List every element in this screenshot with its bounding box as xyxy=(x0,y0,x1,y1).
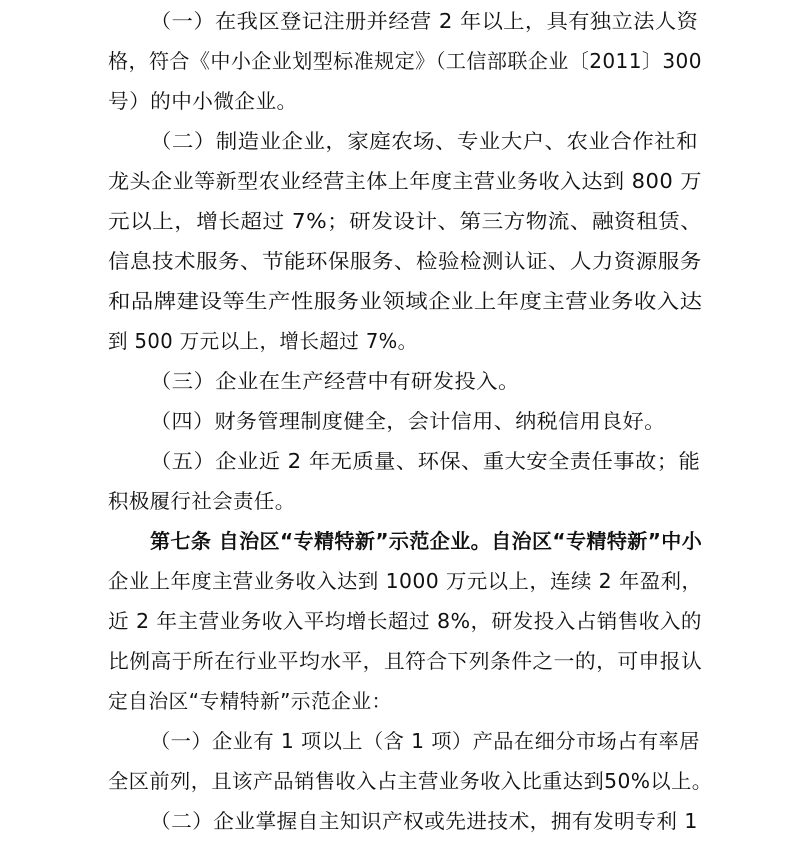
text-line-11: （四）财务管理制度健全，会计信用、纳税信用良好。 xyxy=(150,409,666,433)
text-line-9: 到 500 万元以上，增长超过 7%。 xyxy=(108,329,418,353)
text-line-20: 全区前列，且该产品销售收入占主营业务收入比重达到50%以上。 xyxy=(108,769,713,793)
text-line-15: 企业上年度主营业务收入达到 1000 万元以上，连续 2 年盈利， xyxy=(108,569,703,593)
text-line-2: 格，符合《中小企业划型标准规定》（工信部联企业〔2011〕300 xyxy=(108,49,702,73)
text-line-6: 元以上，增长超过 7%；研发设计、第三方物流、融资租赁、 xyxy=(108,209,703,233)
text-line-12: （五）企业近 2 年无质量、环保、重大安全责任事故；能 xyxy=(150,449,701,473)
text-line-8: 和品牌建设等生产性服务业领域企业上年度主营业务收入达 xyxy=(108,289,703,313)
text-line-16: 近 2 年主营业务收入平均增长超过 8%，研发投入占销售收入的 xyxy=(108,609,702,633)
text-line-7: 信息技术服务、节能环保服务、检验检测认证、人力资源服务 xyxy=(108,249,702,273)
text-line-17: 比例高于所在行业平均水平，且符合下列条件之一的，可申报认 xyxy=(108,649,703,673)
text-line-13: 积极履行社会责任。 xyxy=(108,489,296,513)
text-line-1: （一）在我区登记注册并经营 2 年以上，具有独立法人资 xyxy=(150,9,699,33)
text-line-18: 定自治区“专精特新”示范企业： xyxy=(108,689,392,713)
text-line-3: 号）的中小微企业。 xyxy=(108,89,298,113)
text-line-4: （二）制造业企业，家庭农场、专业大户、农业合作社和 xyxy=(150,129,698,153)
text-line-10: （三）企业在生产经营中有研发投入。 xyxy=(150,369,520,393)
text-line-21: （二）企业掌握自主知识产权或先进技术，拥有发明专利 1 xyxy=(150,809,698,833)
text-line-19: （一）企业有 1 项以上（含 1 项）产品在细分市场占有率居 xyxy=(150,729,700,753)
article-7-heading-line: 第七条 自治区“专精特新”示范企业。自治区“专精特新”中小 xyxy=(150,529,703,553)
text-line-5: 龙头企业等新型农业经营主体上年度主营业务收入达到 800 万 xyxy=(108,169,702,193)
